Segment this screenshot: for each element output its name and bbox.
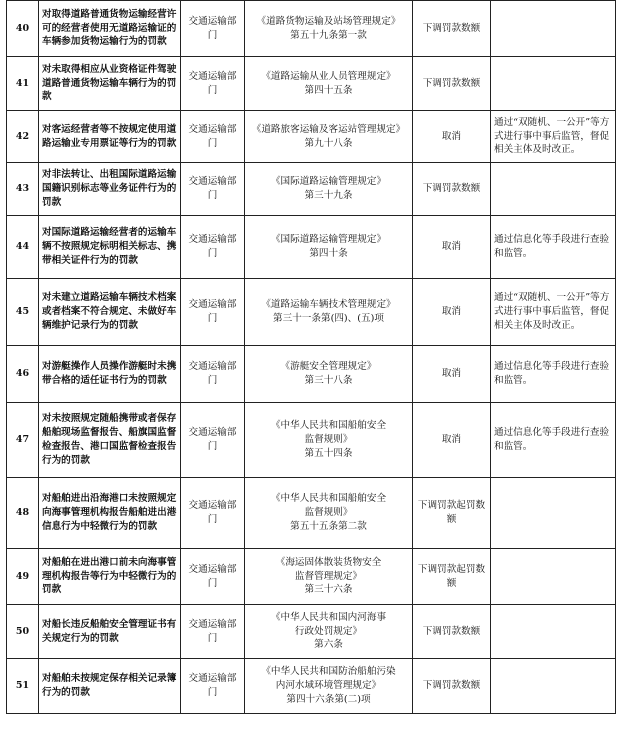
legal-basis-line: 行政处罚规定》	[294, 625, 363, 637]
penalty-item: 对船舶在进出港口前未向海事管理机构报告等行为中轻微行为的罚款	[39, 549, 181, 605]
adjustment: 取消	[413, 346, 491, 403]
legal-basis-line: 《中华人民共和国船舶安全	[270, 420, 387, 432]
row-number: 50	[7, 605, 39, 659]
row-number: 45	[7, 279, 39, 346]
followup-measure	[491, 605, 616, 659]
penalty-item: 对非法转让、出租国际道路运输国籍识别标志等业务证件行为的罚款	[39, 163, 181, 216]
followup-measure	[491, 57, 616, 111]
legal-basis-line: 监督规则》	[304, 507, 353, 519]
followup-measure	[491, 659, 616, 714]
department: 交通运输部门	[181, 1, 245, 57]
followup-measure: 通过信息化等手段进行查验和监管。	[491, 403, 616, 478]
adjustment: 取消	[413, 403, 491, 478]
legal-basis-line: 《道路货物运输及站场管理规定》	[256, 15, 401, 27]
legal-basis-line: 第三十一条第(四)、(五)项	[273, 313, 384, 324]
table-row	[7, 346, 616, 403]
department: 交通运输部门	[181, 57, 245, 111]
department: 交通运输部门	[181, 346, 245, 403]
adjustment: 取消	[413, 279, 491, 346]
row-number: 49	[7, 549, 39, 605]
department: 交通运输部门	[181, 216, 245, 279]
department: 交通运输部门	[181, 605, 245, 659]
table-row	[7, 1, 616, 57]
penalty-item: 对游艇操作人员操作游艇时未携带合格的适任证书行为的罚款	[39, 346, 181, 403]
row-number: 46	[7, 346, 39, 403]
row-number: 47	[7, 403, 39, 478]
legal-basis-line: 《国际道路运输管理规定》	[270, 234, 387, 246]
legal-basis-line: 第四十条	[309, 248, 348, 259]
legal-basis	[245, 216, 413, 279]
row-number: 40	[7, 1, 39, 57]
legal-basis-line: 第三十九条	[304, 190, 353, 201]
legal-basis-line: 第三十八条	[304, 375, 353, 386]
followup-measure: 通过“双随机、一公开”等方式进行事中事后监管，督促相关主体及时改正。	[491, 279, 616, 346]
penalty-item: 对未按照规定随船携带或者保存船舶现场监督报告、船旗国监督检查报告、港口国监督检查报告行为的罚款	[39, 403, 181, 478]
department: 交通运输部门	[181, 279, 245, 346]
adjustment: 下调罚款数额	[413, 659, 491, 714]
row-number: 43	[7, 163, 39, 216]
legal-basis-line: 《中华人民共和国船舶安全	[270, 493, 387, 505]
table-row	[7, 605, 616, 659]
legal-basis	[245, 605, 413, 659]
legal-basis	[245, 403, 413, 478]
penalty-item: 对取得道路普通货物运输经营许可的经营者使用无道路运输证的车辆参加货物运输行为的罚款	[39, 1, 181, 57]
legal-basis	[245, 478, 413, 549]
penalty-item: 对船舶进出沿海港口未按照规定向海事管理机构报告船舶进出港信息行为中轻微行为的罚款	[39, 478, 181, 549]
adjustment: 取消	[413, 216, 491, 279]
legal-basis-line: 内河水域环境管理规定》	[275, 680, 382, 692]
penalty-item: 对船舶未按规定保存相关记录簿行为的罚款	[39, 659, 181, 714]
table-row	[7, 659, 616, 714]
legal-basis-line: 第五十四条	[304, 447, 353, 459]
legal-basis	[245, 279, 413, 346]
adjustment: 下调罚款起罚数额	[413, 478, 491, 549]
adjustment: 下调罚款数额	[413, 163, 491, 216]
followup-measure: 通过“双随机、一公开”等方式进行事中事后监管，督促相关主体及时改正。	[491, 111, 616, 163]
legal-basis	[245, 111, 413, 163]
penalty-item: 对未建立道路运输车辆技术档案或者档案不符合规定、未做好车辆维护记录行为的罚款	[39, 279, 181, 346]
followup-measure: 通过信息化等手段进行查验和监管。	[491, 346, 616, 403]
department: 交通运输部门	[181, 549, 245, 605]
penalty-item: 对客运经营者等不按规定使用道路运输业专用票证等行为的罚款	[39, 111, 181, 163]
table-row	[7, 279, 616, 346]
legal-basis-line: 《中华人民共和国防治船舶污染	[261, 666, 396, 678]
table-row	[7, 163, 616, 216]
legal-basis-line: 《道路运输从业人员管理规定》	[261, 70, 396, 82]
row-number: 51	[7, 659, 39, 714]
followup-measure	[491, 478, 616, 549]
legal-basis-line: 监督规则》	[304, 434, 353, 446]
legal-basis	[245, 1, 413, 57]
table-body	[7, 1, 616, 714]
legal-basis-line: 《道路旅客运输及客运站管理规定》	[251, 123, 406, 135]
department: 交通运输部门	[181, 163, 245, 216]
penalty-item: 对船长违反船舶安全管理证书有关规定行为的罚款	[39, 605, 181, 659]
row-number: 42	[7, 111, 39, 163]
penalty-adjustment-table	[6, 0, 616, 714]
penalty-item: 对未取得相应从业资格证件驾驶道路普通货物运输车辆行为的罚款	[39, 57, 181, 111]
legal-basis-line: 《游艇安全管理规定》	[280, 361, 377, 373]
legal-basis-line: 第六条	[314, 639, 343, 651]
penalty-item: 对国际道路运输经营者的运输车辆不按照规定标明相关标志、携带相关证件行为的罚款	[39, 216, 181, 279]
table-row	[7, 111, 616, 163]
legal-basis	[245, 57, 413, 111]
department: 交通运输部门	[181, 403, 245, 478]
table-row	[7, 403, 616, 478]
legal-basis-line: 第五十五条第二款	[290, 520, 367, 532]
legal-basis-line: 第四十六条第(二)项	[286, 693, 371, 705]
table-row	[7, 478, 616, 549]
row-number: 44	[7, 216, 39, 279]
legal-basis-line: 《海运固体散装货物安全	[275, 556, 382, 568]
legal-basis	[245, 163, 413, 216]
legal-basis-line: 《道路运输车辆技术管理规定》	[261, 299, 396, 311]
adjustment: 下调罚款数额	[413, 1, 491, 57]
followup-measure	[491, 163, 616, 216]
adjustment: 下调罚款数额	[413, 57, 491, 111]
row-number: 48	[7, 478, 39, 549]
followup-measure: 通过信息化等手段进行查验和监管。	[491, 216, 616, 279]
department: 交通运输部门	[181, 659, 245, 714]
followup-measure	[491, 549, 616, 605]
table-row	[7, 549, 616, 605]
legal-basis-line: 第九十八条	[304, 137, 353, 149]
row-number: 41	[7, 57, 39, 111]
department: 交通运输部门	[181, 111, 245, 163]
legal-basis-line: 《国际道路运输管理规定》	[270, 176, 387, 188]
table-row	[7, 57, 616, 111]
adjustment: 取消	[413, 111, 491, 163]
legal-basis-line: 《中华人民共和国内河海事	[270, 611, 387, 623]
legal-basis	[245, 659, 413, 714]
adjustment: 下调罚款起罚数额	[413, 549, 491, 605]
legal-basis-line: 第三十六条	[304, 584, 353, 596]
legal-basis	[245, 346, 413, 403]
department: 交通运输部门	[181, 478, 245, 549]
followup-measure	[491, 1, 616, 57]
adjustment: 下调罚款数额	[413, 605, 491, 659]
legal-basis-line: 第五十九条第一款	[290, 29, 367, 41]
legal-basis-line: 第四十五条	[304, 84, 353, 96]
table-row	[7, 216, 616, 279]
legal-basis	[245, 549, 413, 605]
legal-basis-line: 监督管理规定》	[294, 570, 363, 582]
